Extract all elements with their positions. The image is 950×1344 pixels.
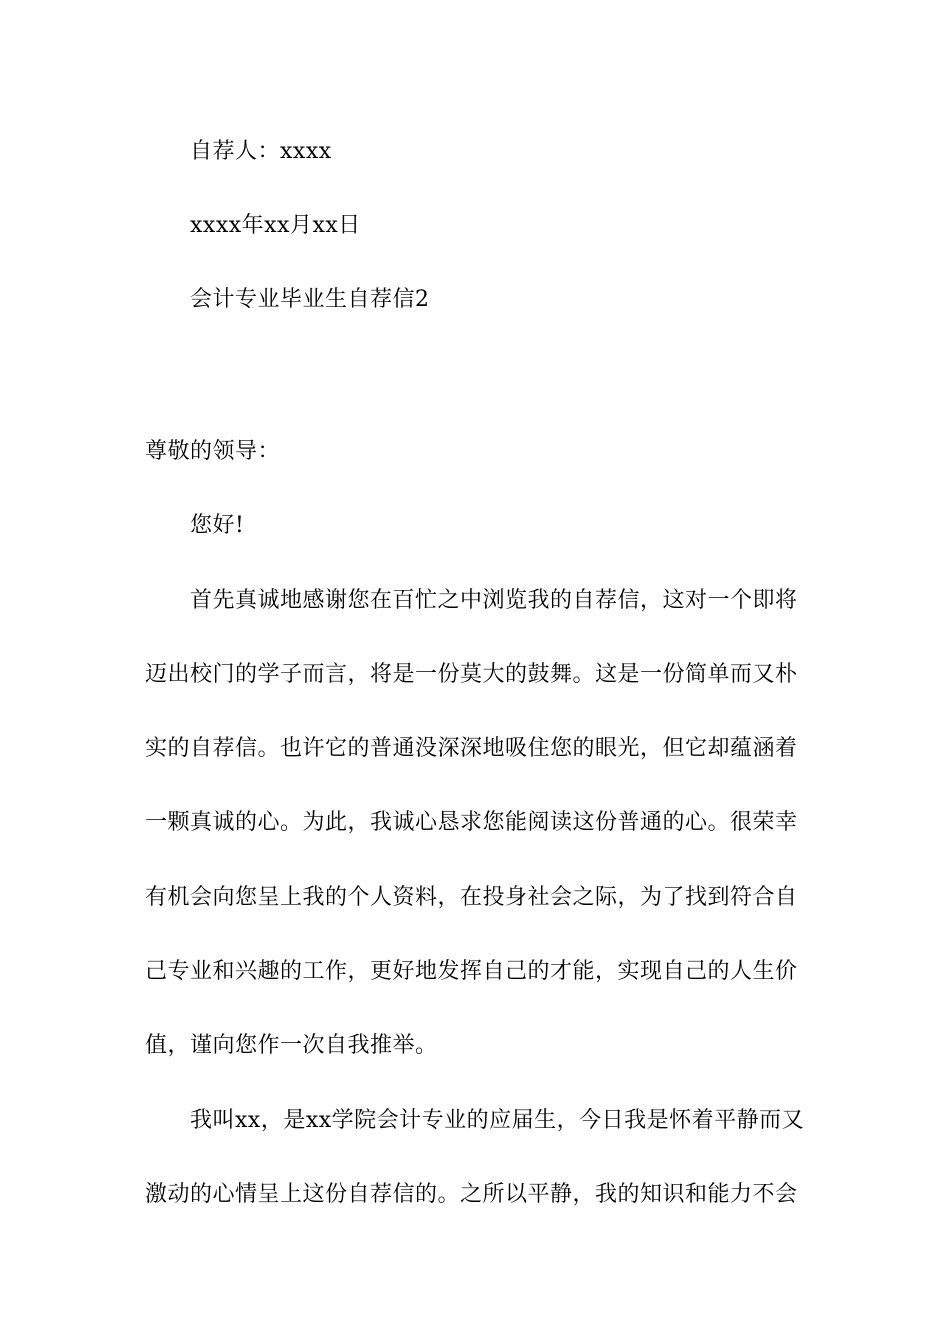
paragraph-line: 有机会向您呈上我的个人资料，在投身社会之际，为了找到符合自 xyxy=(145,885,798,910)
greeting: 您好! xyxy=(190,513,245,538)
document-title: 会计专业毕业生自荐信2 xyxy=(190,287,430,312)
paragraph-line: 实的自荐信。也许它的普通没深深地吸住您的眼光，但它却蕴涵着 xyxy=(145,736,798,761)
paragraph-line: 迈出校门的学子而言，将是一份莫大的鼓舞。这是一份简单而又朴 xyxy=(145,662,798,687)
paragraph-line: 己专业和兴趣的工作，更好地发挥自己的才能，实现自己的人生价 xyxy=(145,959,798,984)
paragraph-line: 首先真诚地感谢您在百忙之中浏览我的自荐信，这对一个即将 xyxy=(190,588,798,613)
signature-date: xxxx年xx月xx日 xyxy=(190,213,361,238)
paragraph-line: 我叫xx，是xx学院会计专业的应届生，今日我是怀着平静而又 xyxy=(190,1108,805,1133)
paragraph-line: 激动的心情呈上这份自荐信的。之所以平静，我的知识和能力不会 xyxy=(145,1182,798,1207)
paragraph-line: 值，谨向您作一次自我推举。 xyxy=(145,1033,438,1058)
signature-referrer: 自荐人：xxxx xyxy=(190,139,332,164)
salutation: 尊敬的领导： xyxy=(145,439,281,464)
paragraph-line: 一颗真诚的心。为此，我诚心恳求您能阅读这份普通的心。很荣幸 xyxy=(145,810,798,835)
